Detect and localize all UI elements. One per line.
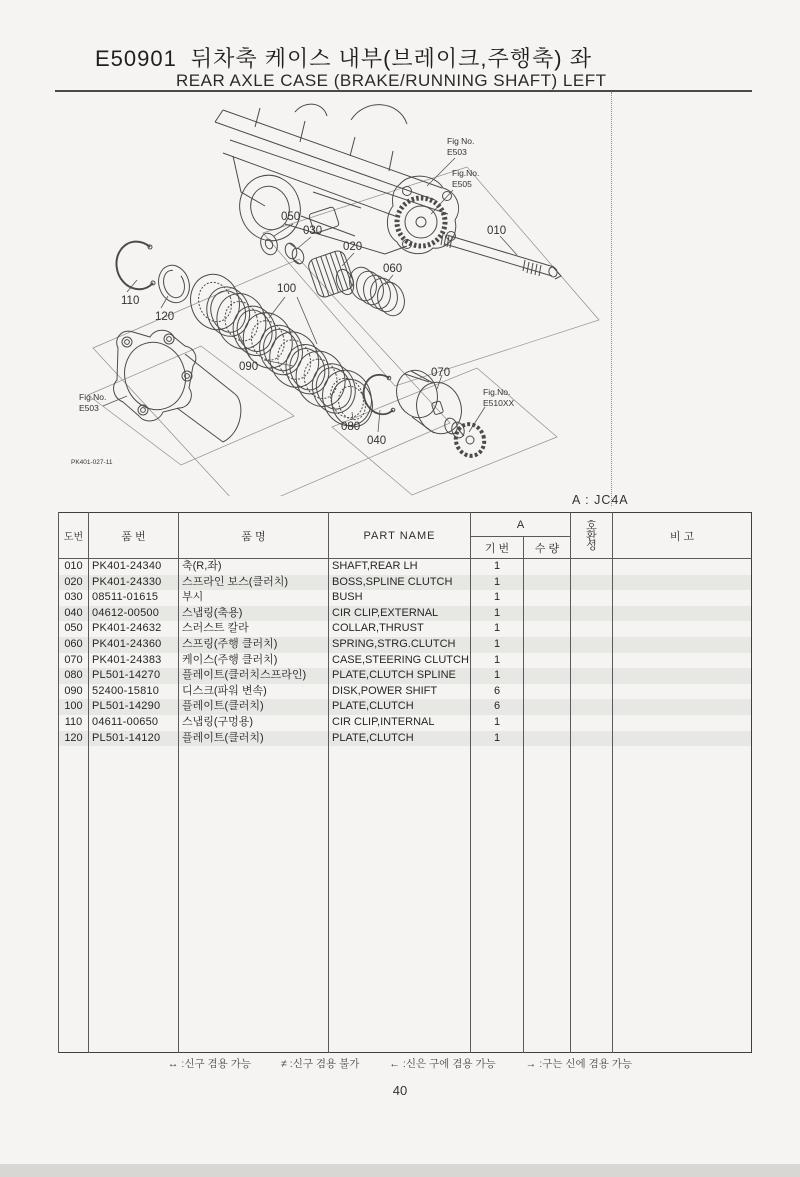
- cell-name_ko: 축(R,좌): [179, 559, 329, 575]
- cell-qty_b: [524, 668, 571, 684]
- cell-qty_a: 1: [471, 606, 524, 622]
- cell-name_ko: 케이스(주행 클러치): [179, 653, 329, 669]
- cell-qty_b: [524, 699, 571, 715]
- legend-text: :구는 신에 겸용 가능: [539, 1058, 633, 1070]
- cell-qty_b: [524, 637, 571, 653]
- table-filler-row: [59, 746, 752, 1052]
- legend-item: [389, 1056, 495, 1071]
- cell-part_name: PLATE,CLUTCH: [329, 731, 471, 747]
- cell-name_ko: 디스크(파워 변속): [179, 684, 329, 700]
- clutch-plate-120-drawing: [154, 261, 194, 306]
- cell-part_no: 08511-01615: [89, 590, 179, 606]
- cell-remarks: [613, 621, 752, 637]
- cell-qty_b: [524, 606, 571, 622]
- cell-compat: [571, 621, 613, 637]
- table-row: [59, 684, 752, 700]
- cell-name_ko: 플레이트(클러치): [179, 731, 329, 747]
- cell-part_no: PL501-14120: [89, 731, 179, 747]
- table-row: [59, 606, 752, 622]
- both-arrow-icon: ↔: [167, 1058, 179, 1070]
- cell-no: 060: [59, 637, 89, 653]
- cell-compat: [571, 668, 613, 684]
- table-row: [59, 559, 752, 575]
- header-remarks: 비 고: [613, 513, 752, 559]
- cell-remarks: [613, 731, 752, 747]
- page-number: 40: [392, 1083, 408, 1098]
- cell-qty_a: 1: [471, 559, 524, 575]
- cell-compat: [571, 559, 613, 575]
- filler-cell: [89, 746, 179, 1052]
- cell-name_ko: 스프링(주행 클러치): [179, 637, 329, 653]
- callout-labels: [121, 211, 506, 447]
- cell-remarks: [613, 559, 752, 575]
- callout-110: 110: [121, 295, 140, 307]
- cell-remarks: [613, 668, 752, 684]
- legend-text: :신구 겸용 불가: [289, 1058, 360, 1070]
- cell-remarks: [613, 606, 752, 622]
- cell-remarks: [613, 715, 752, 731]
- fig-ref-e503-left-label: Fig.No.: [79, 392, 107, 402]
- cell-part_no: PK401-24383: [89, 653, 179, 669]
- legend-item: [281, 1056, 359, 1071]
- header-part-name: PART NAME: [329, 513, 471, 559]
- legend-item: [526, 1056, 632, 1071]
- callout-040: 040: [367, 435, 387, 447]
- legend-item: [168, 1056, 251, 1071]
- not-equal-icon: ≠: [281, 1058, 287, 1070]
- cell-no: 010: [59, 559, 89, 575]
- cell-part_name: PLATE,CLUTCH: [329, 699, 471, 715]
- cell-compat: [571, 653, 613, 669]
- section-title-ko: 뒤차축 케이스 내부(브레이크,주행축) 좌: [190, 46, 592, 71]
- bush-drawing: [283, 242, 305, 266]
- cell-part_name: SPRING,STRG.CLUTCH: [329, 637, 471, 653]
- callout-120: 120: [155, 311, 175, 323]
- cell-qty_a: 1: [471, 590, 524, 606]
- cell-name_ko: 부시: [179, 590, 329, 606]
- cell-part_no: 04611-00650: [89, 715, 179, 731]
- cell-qty_a: 6: [471, 684, 524, 700]
- table-row: [59, 668, 752, 684]
- filler-cell: [524, 746, 571, 1052]
- cell-name_ko: 플레이트(클러치스프라인): [179, 668, 329, 684]
- page-title-korean: [95, 42, 592, 73]
- cell-qty_b: [524, 559, 571, 575]
- header-group-a: A: [471, 513, 571, 537]
- cell-part_no: PK401-24632: [89, 621, 179, 637]
- cell-compat: [571, 715, 613, 731]
- table-row: [59, 715, 752, 731]
- cell-qty_a: 6: [471, 699, 524, 715]
- filler-cell: [329, 746, 471, 1052]
- cell-part_name: SHAFT,REAR LH: [329, 559, 471, 575]
- callout-020: 020: [343, 241, 363, 253]
- model-note: A : JC4A: [572, 493, 629, 507]
- cell-part_name: COLLAR,THRUST: [329, 621, 471, 637]
- axle-case-drawing: [215, 104, 448, 254]
- cell-remarks: [613, 684, 752, 700]
- scan-edge-artifact: [0, 1164, 800, 1177]
- spline-boss-drawing: [307, 249, 357, 299]
- cell-qty_b: [524, 731, 571, 747]
- cell-part_name: DISK,POWER SHIFT: [329, 684, 471, 700]
- projection-plane-outlines: [88, 167, 599, 496]
- cell-part_name: CIR CLIP,INTERNAL: [329, 715, 471, 731]
- header-compat-char-1: 호: [586, 519, 597, 532]
- cell-qty_b: [524, 715, 571, 731]
- cell-part_name: CASE,STEERING CLUTCH: [329, 653, 471, 669]
- cell-no: 020: [59, 575, 89, 591]
- cell-compat: [571, 699, 613, 715]
- cell-part_no: PL501-14290: [89, 699, 179, 715]
- brake-case-drawing: [114, 330, 241, 442]
- fig-ref-e503-label: Fig No.: [447, 136, 475, 146]
- cell-name_ko: 스러스트 칼라: [179, 621, 329, 637]
- title-underline: [55, 90, 752, 92]
- cell-qty_a: 1: [471, 637, 524, 653]
- cell-qty_b: [524, 653, 571, 669]
- parts-table-container: [58, 512, 752, 1053]
- exploded-parts-diagram: [55, 96, 615, 496]
- callout-050: 050: [281, 211, 301, 223]
- thrust-collar-drawing: [258, 231, 280, 257]
- parts-table-body: [59, 559, 752, 1053]
- table-row: [59, 590, 752, 606]
- cell-qty_b: [524, 590, 571, 606]
- fig-ref-e505-code: E505: [452, 179, 472, 189]
- cell-part_name: PLATE,CLUTCH SPLINE: [329, 668, 471, 684]
- filler-cell: [179, 746, 329, 1052]
- header-compat: [571, 513, 613, 559]
- cell-compat: [571, 590, 613, 606]
- table-row: [59, 637, 752, 653]
- cell-qty_b: [524, 575, 571, 591]
- filler-cell: [613, 746, 752, 1052]
- callout-030: 030: [303, 225, 323, 237]
- cell-compat: [571, 575, 613, 591]
- callout-100: 100: [277, 283, 297, 295]
- cell-no: 120: [59, 731, 89, 747]
- cell-compat: [571, 606, 613, 622]
- cell-no: 070: [59, 653, 89, 669]
- fig-ref-e510xx-label: Fig.No.: [483, 387, 511, 397]
- cell-qty_a: 1: [471, 731, 524, 747]
- legend-text: :신은 구에 겸용 가능: [402, 1058, 496, 1070]
- cell-no: 040: [59, 606, 89, 622]
- cell-qty_b: [524, 684, 571, 700]
- cell-name_ko: 스냅링(구멍용): [179, 715, 329, 731]
- cell-compat: [571, 731, 613, 747]
- cell-qty_a: 1: [471, 668, 524, 684]
- cell-part_no: PL501-14270: [89, 668, 179, 684]
- header-compat-char-3: 성: [586, 539, 597, 552]
- cell-remarks: [613, 590, 752, 606]
- cell-remarks: [613, 575, 752, 591]
- callout-080: 080: [341, 421, 361, 433]
- cell-part_name: CIR CLIP,EXTERNAL: [329, 606, 471, 622]
- cell-part_name: BOSS,SPLINE CLUTCH: [329, 575, 471, 591]
- fig-ref-e510xx-code: E510XX: [483, 398, 515, 408]
- table-row: [59, 731, 752, 747]
- cell-qty_a: 1: [471, 621, 524, 637]
- cell-no: 100: [59, 699, 89, 715]
- parts-table: [58, 512, 752, 1053]
- left-arrow-icon: ←: [389, 1058, 400, 1070]
- cell-no: 030: [59, 590, 89, 606]
- callout-060: 060: [383, 263, 403, 275]
- callout-010: 010: [487, 225, 507, 237]
- cell-remarks: [613, 653, 752, 669]
- cell-name_ko: 플레이트(클러치): [179, 699, 329, 715]
- cell-qty_a: 1: [471, 715, 524, 731]
- header-serial: 기 번: [471, 537, 524, 559]
- cell-qty_b: [524, 621, 571, 637]
- table-row: [59, 575, 752, 591]
- fig-ref-e505-label: Fig.No.: [452, 168, 480, 178]
- parts-table-header: [59, 513, 752, 559]
- right-arrow-icon: →: [525, 1058, 537, 1070]
- cell-no: 050: [59, 621, 89, 637]
- cell-qty_a: 1: [471, 575, 524, 591]
- cell-name_ko: 스프라인 보스(클러치): [179, 575, 329, 591]
- rear-shaft-drawing: [441, 234, 561, 279]
- cell-part_name: BUSH: [329, 590, 471, 606]
- table-row: [59, 653, 752, 669]
- fig-ref-e503-left-code: E503: [79, 403, 99, 413]
- callout-090: 090: [239, 361, 259, 373]
- cell-compat: [571, 684, 613, 700]
- filler-cell: [471, 746, 524, 1052]
- cell-qty_a: 1: [471, 653, 524, 669]
- cell-name_ko: 스냅링(축용): [179, 606, 329, 622]
- table-row: [59, 699, 752, 715]
- cell-remarks: [613, 699, 752, 715]
- interchangeability-legend: [0, 1056, 800, 1071]
- header-no: 도번: [59, 513, 89, 559]
- header-qty: 수 량: [524, 537, 571, 559]
- legend-text: :신구 겸용 가능: [181, 1058, 252, 1070]
- cell-part_no: 04612-00500: [89, 606, 179, 622]
- filler-cell: [571, 746, 613, 1052]
- header-compat-char-2: 환: [586, 529, 597, 542]
- table-row: [59, 621, 752, 637]
- cell-part_no: PK401-24360: [89, 637, 179, 653]
- cell-compat: [571, 637, 613, 653]
- cell-remarks: [613, 637, 752, 653]
- filler-cell: [59, 746, 89, 1052]
- cell-no: 090: [59, 684, 89, 700]
- header-name-ko: 품 명: [179, 513, 329, 559]
- fig-ref-e503-code: E503: [447, 147, 467, 157]
- cell-no: 080: [59, 668, 89, 684]
- cell-part_no: PK401-24340: [89, 559, 179, 575]
- drawing-code: PK401-027-11: [71, 459, 113, 466]
- page-title-english: REAR AXLE CASE (BRAKE/RUNNING SHAFT) LEFT: [176, 71, 607, 90]
- header-part-no: 품 번: [89, 513, 179, 559]
- callout-070: 070: [431, 367, 451, 379]
- cell-no: 110: [59, 715, 89, 731]
- cell-part_no: 52400-15810: [89, 684, 179, 700]
- cell-part_no: PK401-24330: [89, 575, 179, 591]
- section-code: E50901: [95, 46, 177, 71]
